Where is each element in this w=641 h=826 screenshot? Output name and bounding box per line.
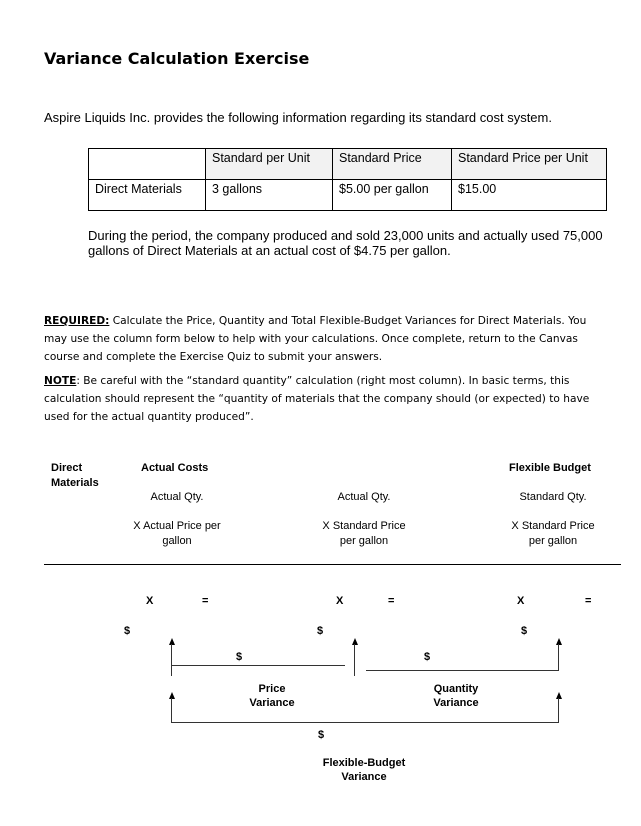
col1-price-label: X Actual Price per — [133, 520, 221, 532]
arrow-up-icon — [556, 692, 562, 699]
intro-text: Aspire Liquids Inc. provides the following information regarding its standard cost system. — [44, 110, 552, 125]
row-label: Materials — [51, 477, 99, 489]
table-header-cell: Standard Price — [333, 149, 452, 180]
arrow-up-icon — [352, 638, 358, 645]
flexible-budget-variance-label: Variance — [341, 771, 387, 783]
table-cell: 3 gallons — [206, 180, 333, 211]
table-cell: $5.00 per gallon — [333, 180, 452, 211]
price-variance-label: Variance — [249, 697, 295, 709]
dollar-sign: $ — [236, 651, 243, 663]
multiply-sign: X — [146, 595, 154, 607]
equals-sign: = — [585, 595, 592, 607]
page-title: Variance Calculation Exercise — [44, 49, 310, 68]
multiply-sign: X — [517, 595, 525, 607]
bracket-line — [558, 698, 559, 723]
col3-price-label: X Standard Price — [511, 520, 595, 532]
required-label: REQUIRED: — [44, 315, 110, 327]
table-header-cell — [89, 149, 206, 180]
bracket-line — [171, 722, 559, 723]
arrow-up-icon — [169, 692, 175, 699]
col2-price-label: X Standard Price — [322, 520, 406, 532]
col1-price-label: gallon — [162, 535, 192, 547]
note-body: : Be careful with the “standard quantity” calculation (right most column). In basic terms, this calculation should represent the “quantity of materials that the company should (or expected) to have used for the actual quantity produced”. — [44, 375, 590, 423]
flexible-budget-heading: Flexible Budget — [509, 462, 591, 474]
standard-cost-table — [88, 148, 607, 211]
note-text — [44, 372, 604, 426]
dollar-sign: $ — [318, 729, 325, 741]
equals-sign: = — [202, 595, 209, 607]
dollar-sign: $ — [317, 625, 324, 637]
equals-sign: = — [388, 595, 395, 607]
table-cell: Direct Materials — [89, 180, 206, 211]
flexible-budget-variance-label: Flexible-Budget — [322, 757, 406, 769]
table-row — [89, 180, 607, 211]
note-label: NOTE — [44, 375, 77, 387]
arrow-up-icon — [169, 638, 175, 645]
dollar-sign: $ — [424, 651, 431, 663]
col3-price-label: per gallon — [528, 535, 578, 547]
bracket-line — [171, 698, 172, 723]
bracket-line — [354, 644, 355, 676]
bracket-line — [171, 644, 172, 676]
bracket-line — [171, 665, 345, 666]
quantity-variance-label: Quantity — [433, 683, 479, 695]
col2-price-label: per gallon — [339, 535, 389, 547]
col3-qty-label: Standard Qty. — [519, 491, 587, 503]
table-cell: $15.00 — [452, 180, 607, 211]
dollar-sign: $ — [124, 625, 131, 637]
dollar-sign: $ — [521, 625, 528, 637]
col2-qty-label: Actual Qty. — [337, 491, 391, 503]
quantity-variance-label: Variance — [433, 697, 479, 709]
bracket-line — [558, 644, 559, 671]
required-text — [44, 312, 604, 366]
bracket-line — [366, 670, 559, 671]
table-header-cell: Standard per Unit — [206, 149, 333, 180]
divider — [44, 564, 621, 565]
row-label: Direct — [51, 462, 83, 474]
required-body: Calculate the Price, Quantity and Total Flexible-Budget Variances for Direct Materials. You may use the column form below to help with your calculations. Once complete, return to the Canvas course and complete the Exercise Quiz to submit your answers. — [44, 315, 587, 363]
period-text: During the period, the company produced and sold 23,000 units and actually used 75,000 gallons of Direct Materials at an actual cost of $4.75 per gallon. — [88, 228, 603, 258]
price-variance-label: Price — [258, 683, 286, 695]
table-header-row — [89, 149, 607, 180]
multiply-sign: X — [336, 595, 344, 607]
actual-costs-heading: Actual Costs — [141, 462, 209, 474]
col1-qty-label: Actual Qty. — [150, 491, 204, 503]
table-header-cell: Standard Price per Unit — [452, 149, 607, 180]
arrow-up-icon — [556, 638, 562, 645]
